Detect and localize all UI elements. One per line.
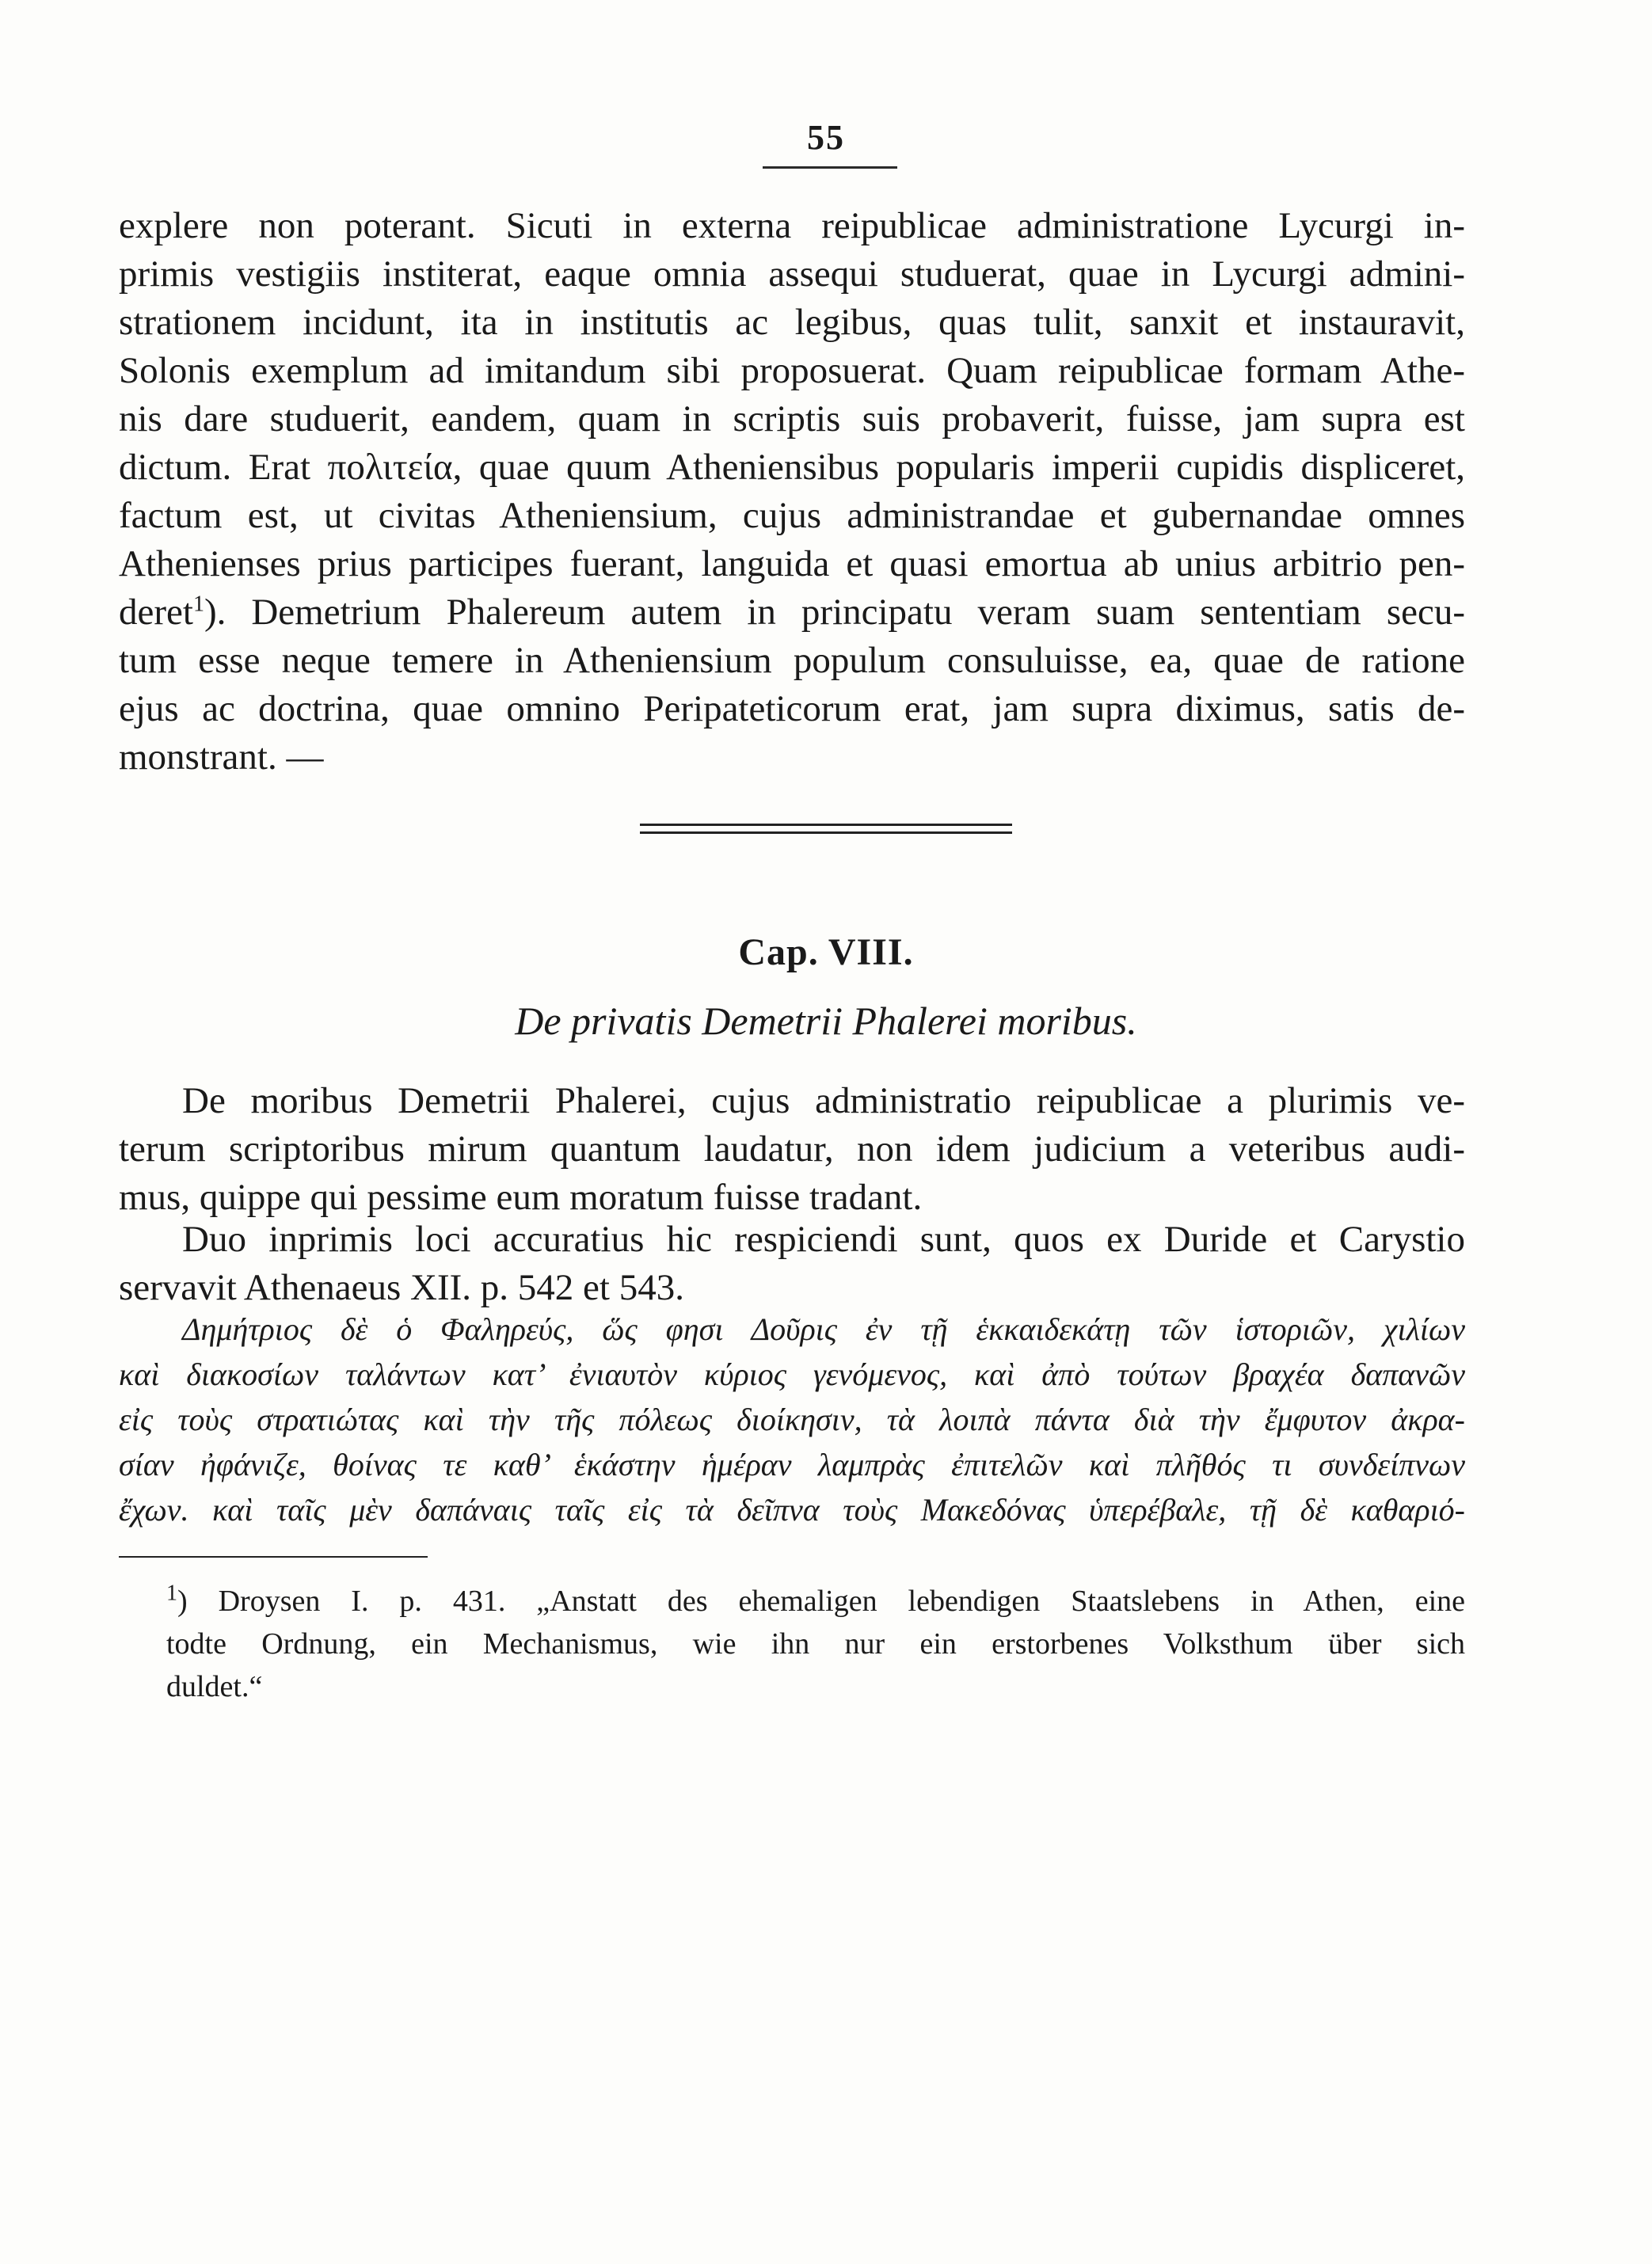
text-line: terum scriptoribus mirum quantum laudatur, non idem judicium a veteribus audi- <box>119 1128 1465 1170</box>
text-line: Solonis exemplum ad imitandum sibi proposuerat. Quam reipublicae formam Athe- <box>119 350 1465 391</box>
text-line: factum est, ut civitas Atheniensium, cujus administrandae et gubernandae omnes <box>119 495 1465 536</box>
text-line: mus, quippe qui pessime eum moratum fuisse tradant. <box>119 1177 923 1218</box>
text-line <box>119 588 1465 637</box>
text-line: primis vestigiis institerat, eaque omnia assequi studuerat, quae in Lycurgi admini- <box>119 253 1465 295</box>
greek-line: καὶ διακοσίων ταλάντων κατ’ ἐνιαυτὸν κύριος γενόμενος, καὶ ἀπὸ τούτων βραχέα δαπανῶν <box>119 1356 1465 1392</box>
footnote-text: ) Droysen I. p. 431. „Anstatt des ehemaligen lebendigen Staatslebens in Athen, eine <box>177 1585 1465 1618</box>
paragraph-continued <box>119 202 1465 782</box>
footnote-reference: 1 <box>192 592 204 617</box>
footnote <box>119 1580 1465 1708</box>
footnote-line: duldet.“ <box>166 1670 263 1703</box>
text-line: servavit Athenaeus XII. p. 542 et 543. <box>119 1267 684 1308</box>
chapter-subtitle: De privatis Demetrii Phalerei moribus. <box>515 999 1137 1043</box>
paragraph-loci <box>119 1216 1465 1312</box>
greek-line: εἰς τοὺς στρατιώτας καὶ τὴν τῆς πόλεως διοίκησιν, τὰ λοιπὰ πάντα διὰ τὴν ἔμφυτον ἀκρα- <box>119 1402 1465 1437</box>
greek-quotation <box>119 1307 1465 1532</box>
text-line: Athenienses prius participes fuerant, languida et quasi emortua ab unius arbitrio pen- <box>119 543 1465 584</box>
page-number: 55 <box>807 118 845 157</box>
footnote-rule <box>119 1556 428 1558</box>
page-number-rule <box>763 166 897 169</box>
text-line: explere non poterant. Sicuti in externa reipublicae administratione Lycurgi in- <box>119 205 1465 246</box>
footnote-line <box>119 1580 1465 1623</box>
text-line: strationem incidunt, ita in institutis ac legibus, quas tulit, sanxit et instauravit, <box>119 302 1465 343</box>
text-line: Duo inprimis loci accuratius hic respiciendi sunt, quos ex Duride et Carystio <box>182 1219 1465 1260</box>
text-line: ejus ac doctrina, quae omnino Peripateticorum erat, jam supra diximus, satis de- <box>119 688 1465 729</box>
footnote-marker: 1 <box>166 1581 177 1606</box>
text-line: monstrant. — <box>119 736 324 778</box>
text-line: tum esse neque temere in Atheniensium populum consuluisse, ea, quae de ratione <box>119 640 1465 681</box>
greek-line: ἔχων. καὶ ταῖς μὲν δαπάναις ταῖς εἰς τὰ δεῖπνα τοὺς Μακεδόνας ὑπερέβαλε, τῇ δὲ καθαριό- <box>119 1492 1465 1528</box>
greek-line: Δημήτριος δὲ ὁ Φαληρεύς, ὥς φησι Δοῦρις ἐν τῇ ἑκκαιδεκάτῃ τῶν ἱστοριῶν, χιλίων <box>182 1311 1465 1347</box>
chapter-heading: Cap. VIII. <box>738 931 914 973</box>
greek-line: σίαν ἠφάνιζε, θοίνας τε καθ’ ἑκάστην ἡμέραν λαμπρὰς ἐπιτελῶν καὶ πλῆθός τι συνδείπνων <box>119 1447 1465 1482</box>
text-fragment: ). Demetrium Phalereum autem in principatu veram suam sententiam secu- <box>204 592 1465 633</box>
section-divider-top <box>640 824 1012 826</box>
paragraph-moribus <box>119 1077 1465 1222</box>
text-line: nis dare studuerit, eandem, quam in scriptis suis probaverit, fuisse, jam supra est <box>119 398 1465 439</box>
text-fragment: deret <box>119 592 193 633</box>
text-line: De moribus Demetrii Phalerei, cujus administratio reipublicae a plurimis ve- <box>182 1080 1465 1121</box>
footnote-line: todte Ordnung, ein Mechanismus, wie ihn nur ein erstorbenes Volksthum über sich <box>166 1627 1465 1661</box>
text-line: dictum. Erat πολιτεία, quae quum Atheniensibus popularis imperii cupidis displiceret, <box>119 447 1465 488</box>
section-divider-bottom <box>640 831 1012 834</box>
